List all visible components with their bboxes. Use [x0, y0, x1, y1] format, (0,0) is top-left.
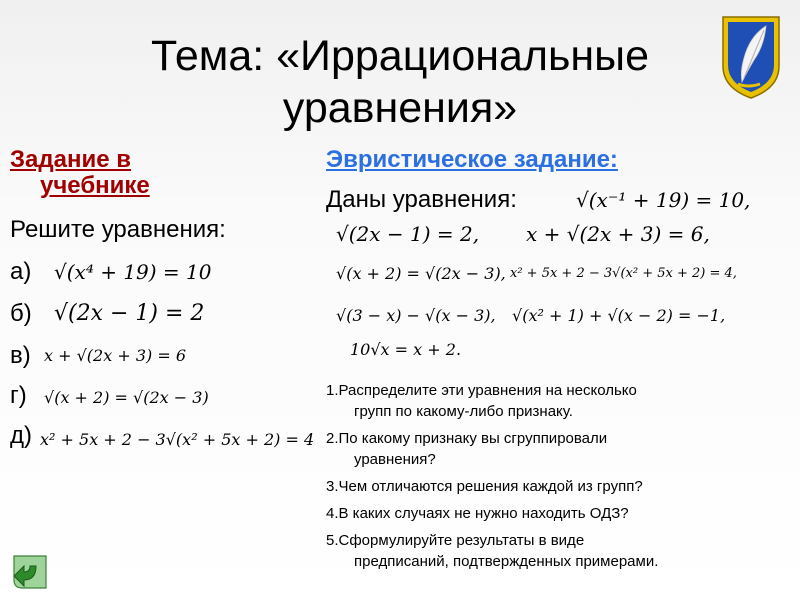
item-label-a: а) [10, 258, 32, 285]
given-equation: 10√x = x + 2. [350, 340, 462, 359]
equation-a: √(x⁴ + 19) = 10 [54, 260, 212, 284]
given-equation: √(3 − x) − √(x − 3), [336, 306, 496, 325]
left-instruction: Решите уравнения: [10, 216, 226, 243]
equation-d: x² + 5x + 2 − 3√(x² + 5x + 2) = 4 [40, 430, 315, 449]
equation-b: √(2x − 1) = 2 [54, 301, 205, 326]
equation-v: x + √(2x + 3) = 6 [44, 346, 186, 365]
given-equation: x² + 5x + 2 − 3√(x² + 5x + 2) = 4, [510, 266, 737, 281]
question-list [326, 380, 658, 572]
item-label-b: б) [10, 300, 32, 327]
question-5: 5.Сформулируйте результаты в виде предписаний, подтвержденных примерами. [326, 532, 659, 570]
item-label-v: в) [10, 342, 31, 369]
left-heading-line2: учебнике [40, 172, 150, 199]
item-label-g: г) [10, 382, 27, 409]
given-equation-first: √(x⁻¹ + 19) = 10, [576, 188, 751, 212]
given-equation: √(x + 2) = √(2x − 3), [336, 264, 506, 283]
question-4: 4.В каких случаях не нужно находить ОДЗ? [326, 505, 629, 522]
left-heading-line1: Задание в [10, 146, 131, 173]
back-arrow-icon[interactable] [6, 550, 50, 594]
given-equation: x + √(2x + 3) = 6, [526, 222, 710, 246]
slide-title: Тема: «Иррациональные уравнения» [151, 32, 649, 132]
item-label-d: д) [10, 422, 32, 449]
feather-shield-icon [720, 14, 782, 100]
question-2: 2.По какому признаку вы сгруппировали уравнения? [326, 430, 608, 468]
question-1: 1.Распределите эти уравнения на несколько групп по какому-либо признаку. [326, 382, 637, 420]
given-equation: √(2x − 1) = 2, [336, 222, 480, 246]
equation-g: √(x + 2) = √(2x − 3) [44, 388, 209, 407]
given-label: Даны уравнения: [326, 186, 517, 213]
given-equation: √(x² + 1) + √(x − 2) = −1, [512, 306, 726, 325]
right-heading: Эвристическое задание: [326, 146, 618, 173]
question-3: 3.Чем отличаются решения каждой из групп? [326, 478, 643, 495]
